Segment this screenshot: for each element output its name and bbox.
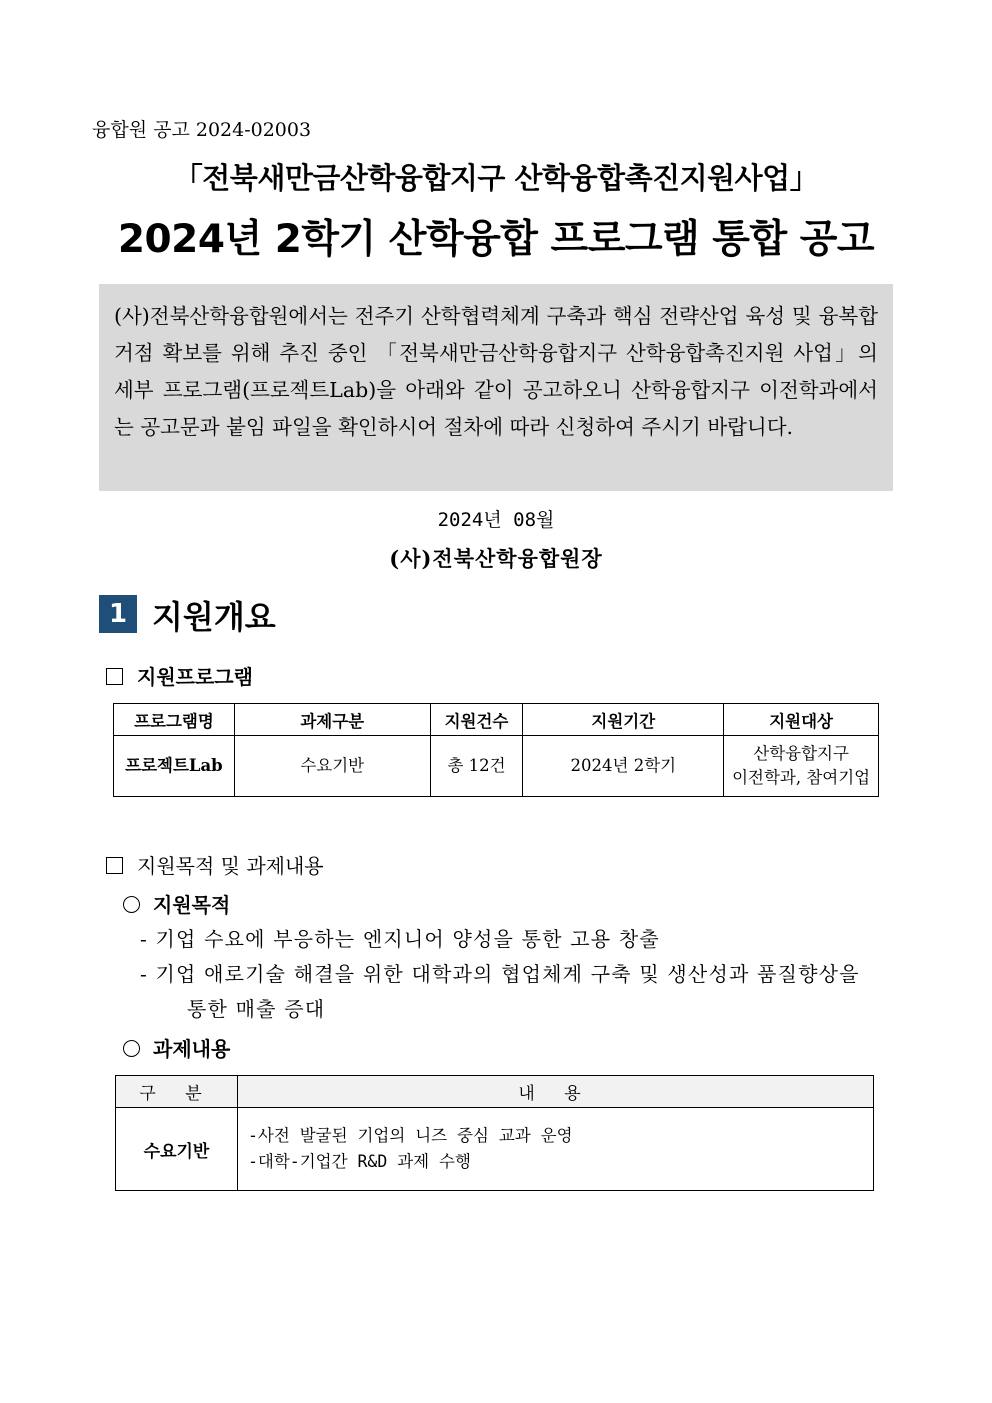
purpose-item-continuation: 통한 매출 증대 bbox=[187, 997, 326, 1021]
program-period: 2024년 2학기 bbox=[523, 736, 724, 797]
table-row bbox=[114, 736, 879, 797]
program-name: 프로젝트Lab bbox=[114, 736, 235, 797]
section-title: 지원개요 bbox=[152, 598, 276, 636]
square-bullet-icon bbox=[106, 857, 123, 874]
program-count: 총 12건 bbox=[430, 736, 523, 797]
section-number-badge: 1 bbox=[99, 595, 137, 633]
purpose-subheading bbox=[123, 889, 230, 918]
program-target bbox=[724, 736, 879, 797]
purpose-heading bbox=[106, 850, 324, 879]
content-table bbox=[115, 1075, 874, 1191]
target-line1: 산학융합지구 bbox=[753, 744, 849, 763]
col-header: 구 분 bbox=[116, 1076, 238, 1108]
announcement-title-line2: 2024년 2학기 산학융합 프로그램 통합 공고 bbox=[117, 217, 875, 262]
table-header-row bbox=[114, 704, 879, 736]
circle-bullet-icon bbox=[123, 896, 140, 913]
program-type: 수요기반 bbox=[234, 736, 430, 797]
program-table bbox=[113, 703, 879, 797]
notice-number: 융합원 공고 2024-02003 bbox=[92, 119, 312, 141]
col-header: 지원기간 bbox=[523, 704, 724, 736]
announcement-title-line1: 「전북새만금산학융합지구 산학융합촉진지원사업」 bbox=[173, 161, 819, 195]
col-header: 지원대상 bbox=[724, 704, 879, 736]
col-header: 내 용 bbox=[238, 1076, 874, 1108]
purpose-label: 지원목적 bbox=[153, 893, 231, 917]
content-line: -대학-기업간 R&D 과제 수행 bbox=[248, 1152, 471, 1171]
col-header: 과제구분 bbox=[234, 704, 430, 736]
content-subheading bbox=[123, 1033, 230, 1062]
content-label: 과제내용 bbox=[153, 1037, 231, 1061]
program-heading bbox=[106, 661, 253, 690]
circle-bullet-icon bbox=[123, 1040, 140, 1057]
table-row bbox=[116, 1108, 874, 1191]
target-line2: 이전학과, 참여기업 bbox=[732, 768, 871, 787]
content-line: -사전 발굴된 기업의 니즈 중심 교과 운영 bbox=[248, 1126, 573, 1145]
col-header: 지원건수 bbox=[430, 704, 523, 736]
program-heading-label: 지원프로그램 bbox=[137, 665, 253, 689]
announcement-date: 2024년 08월 bbox=[437, 509, 555, 531]
table-header-row bbox=[116, 1076, 874, 1108]
intro-text: (사)전북산학융합원에서는 전주기 산학협력체계 구축과 핵심 전략산업 육성 및 융복합 거점 확보를 위해 추진 중인 「전북새만금산학융합지구 산학융합촉진지원 사업」의 세부 프로그램(프로젝트Lab)을 아래와 같이 공고하오니 산학융합지구 이전학과에서는 공고문과 붙임 파일을 확인하시어 절차에 따라 신청하여 주시기 바랍니다. bbox=[114, 304, 878, 439]
content-category: 수요기반 bbox=[116, 1108, 238, 1191]
intro-box bbox=[99, 284, 893, 491]
content-details bbox=[238, 1108, 874, 1191]
issuer: (사)전북산학융합원장 bbox=[389, 546, 603, 571]
purpose-item: - 기업 애로기술 해결을 위한 대학과의 협업체계 구축 및 생산성과 품질향상을 bbox=[140, 962, 860, 986]
square-bullet-icon bbox=[106, 668, 123, 685]
purpose-item: - 기업 수요에 부응하는 엔지니어 양성을 통한 고용 창출 bbox=[140, 927, 660, 951]
purpose-heading-label: 지원목적 및 과제내용 bbox=[137, 854, 324, 878]
col-header: 프로그램명 bbox=[114, 704, 235, 736]
